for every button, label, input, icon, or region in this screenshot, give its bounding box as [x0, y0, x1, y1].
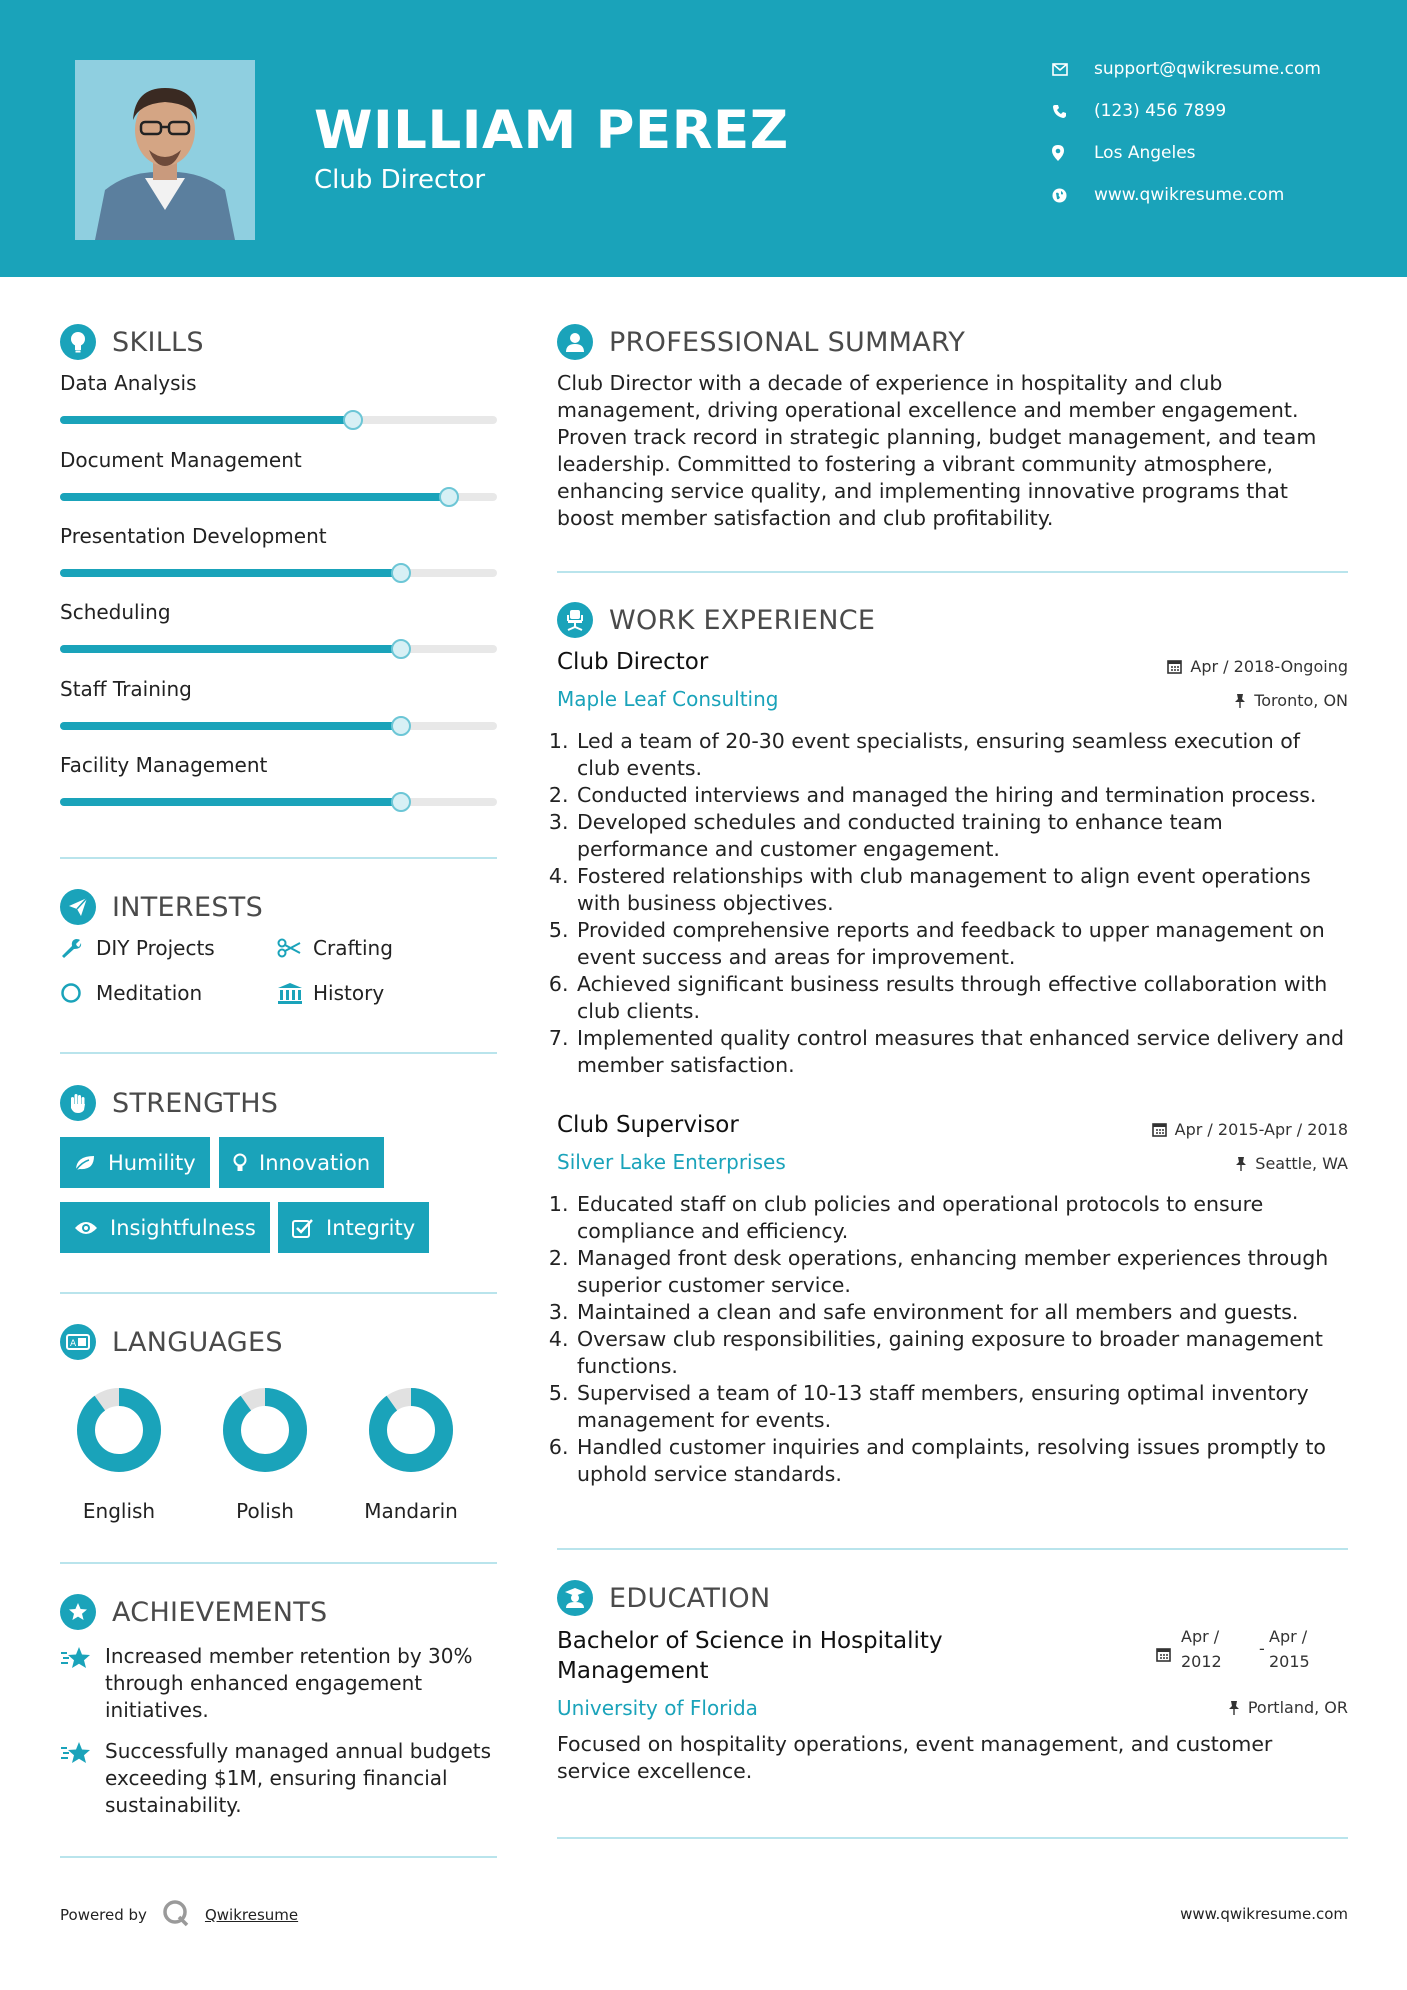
job-duties [557, 1191, 1347, 1488]
language-donut [366, 1385, 456, 1475]
contact-phone[interactable] [1052, 96, 1382, 126]
education-title: EDUCATION [609, 1582, 771, 1614]
wrench-icon [60, 937, 86, 959]
job-dates-text: Apr / 2015-Apr / 2018 [1174, 1120, 1348, 1139]
contact-email-text: support@qwikresume.com [1094, 59, 1321, 79]
strength-label: Innovation [259, 1150, 371, 1175]
office-chair-icon [557, 602, 593, 638]
skill-bar-fill [60, 645, 401, 653]
interest-label: DIY Projects [96, 936, 215, 960]
star-icon [60, 1643, 105, 1724]
language-donut-fill [86, 1397, 152, 1463]
strengths-title: STRENGTHS [112, 1087, 279, 1119]
leaf-icon [74, 1154, 96, 1172]
language-label: Polish [236, 1499, 294, 1523]
strength-badge [60, 1137, 210, 1188]
interest-label: History [313, 981, 385, 1005]
interest-item [277, 981, 384, 1005]
summary-heading [557, 324, 965, 360]
museum-icon [277, 982, 303, 1004]
check-square-icon [292, 1218, 314, 1238]
resume-header [0, 0, 1407, 277]
profile-photo [75, 60, 255, 240]
job-location [1235, 1154, 1348, 1173]
interests-title: INTERESTS [112, 891, 264, 923]
interests-heading [60, 889, 263, 925]
skill-bar-knob [391, 639, 411, 659]
skill-bar [60, 722, 497, 730]
calendar-icon [1167, 659, 1182, 674]
job-dates [1167, 657, 1348, 676]
education-degree: Bachelor of Science in Hospitality Management [557, 1628, 943, 1684]
contact-website-text: www.qwikresume.com [1094, 185, 1285, 205]
strength-badge [278, 1202, 429, 1253]
skill-bar [60, 569, 497, 577]
globe-icon [1052, 188, 1082, 203]
duty-item: 4. Oversaw club responsibilities, gaining exposure to broader management functions. [575, 1326, 1347, 1380]
strength-label: Insightfulness [110, 1215, 256, 1240]
strength-badge [219, 1137, 384, 1188]
interest-label: Meditation [96, 981, 203, 1005]
duty-item: 5. Supervised a team of 10-13 staff members, ensuring optimal inventory management for events. [575, 1380, 1347, 1434]
education-school: University of Florida [557, 1696, 758, 1720]
education-end-year: 2015 [1269, 1652, 1310, 1671]
education-start-date [1181, 1624, 1222, 1674]
contact-email[interactable] [1052, 54, 1382, 84]
duty-item: 2. Conducted interviews and managed the hiring and termination process. [575, 782, 1347, 809]
candidate-role: Club Director [314, 165, 486, 195]
skill-label: Presentation Development [60, 524, 327, 548]
section-divider [557, 571, 1348, 573]
envelope-icon [1052, 63, 1082, 76]
skill-bar-knob [391, 563, 411, 583]
skill-bar [60, 645, 497, 653]
achievement-text: Successfully managed annual budgets exceeding $1M, ensuring financial sustainability. [105, 1739, 492, 1817]
summary-title: PROFESSIONAL SUMMARY [609, 326, 966, 358]
footer-website[interactable]: www.qwikresume.com [1180, 1905, 1348, 1923]
skill-label: Data Analysis [60, 371, 197, 395]
language-donut-fill [232, 1397, 298, 1463]
language-donut [220, 1385, 310, 1475]
education-date-dash: - [1259, 1639, 1265, 1658]
skill-bar-fill [60, 416, 353, 424]
education-start-month: Apr / [1181, 1627, 1220, 1646]
job-title: Club Director [557, 649, 709, 675]
duty-item: 6. Achieved significant business results through effective collaboration with club clients. [575, 971, 1347, 1025]
strength-label: Humility [108, 1150, 196, 1175]
interest-label: Crafting [313, 936, 393, 960]
language-item [205, 1385, 325, 1523]
skill-bar [60, 493, 497, 501]
education-end-date [1269, 1624, 1310, 1674]
paper-plane-icon [60, 889, 96, 925]
scissors-icon [277, 938, 303, 958]
section-divider [60, 857, 497, 859]
candidate-name: WILLIAM PEREZ [314, 100, 789, 161]
interest-item [277, 936, 393, 960]
svg-text:A: A [70, 1339, 77, 1349]
language-donut [74, 1385, 164, 1475]
job-location-text: Seattle, WA [1255, 1154, 1348, 1173]
strength-label: Integrity [326, 1215, 416, 1240]
duty-item: 1. Led a team of 20-30 event specialists, ensuring seamless execution of club events. [575, 728, 1347, 782]
experience-title: WORK EXPERIENCE [609, 604, 876, 636]
achievement-text: Increased member retention by 30% through enhanced engagement initiatives. [105, 1644, 473, 1722]
skills-heading [60, 324, 204, 360]
duty-item: 4. Fostered relationships with club management to align event operations with business objectives. [575, 863, 1347, 917]
duty-item: 3. Developed schedules and conducted training to enhance team performance and customer engagement. [575, 809, 1347, 863]
education-location [1228, 1698, 1348, 1717]
duty-item: 7. Implemented quality control measures that enhanced service delivery and member satisfaction. [575, 1025, 1347, 1079]
language-donut-fill [378, 1397, 444, 1463]
education-heading [557, 1580, 770, 1616]
skill-bar-fill [60, 569, 401, 577]
achievements-title: ACHIEVEMENTS [112, 1596, 328, 1628]
phone-icon [1052, 104, 1082, 119]
section-divider [60, 1562, 497, 1564]
skill-label: Document Management [60, 448, 302, 472]
skill-label: Scheduling [60, 600, 171, 624]
languages-heading [60, 1324, 283, 1360]
education-end-month: Apr / [1269, 1627, 1308, 1646]
summary-text: Club Director with a decade of experience in hospitality and club management, driving operational excellence and member engagement. Proven track record in strategic planning, budget management, and team leadership. Committed to fostering a vibrant community atmosphere, enhancing service quality, and implementing innovative programs that boost member satisfaction and club profitability. [557, 371, 1317, 530]
skill-bar-knob [391, 792, 411, 812]
interest-item [60, 936, 215, 960]
star-badge-icon [60, 1594, 96, 1630]
job-title: Club Supervisor [557, 1112, 739, 1138]
star-icon [60, 1738, 105, 1819]
achievement-item [60, 1643, 500, 1724]
user-icon [557, 324, 593, 360]
qwikresume-logo-icon [161, 1898, 191, 1932]
education-start-year: 2012 [1181, 1652, 1222, 1671]
experience-heading [557, 602, 875, 638]
qwikresume-link[interactable]: Qwikresume [204, 1906, 299, 1924]
skill-bar-fill [60, 722, 401, 730]
job-location-text: Toronto, ON [1254, 691, 1348, 710]
map-pin-icon [1052, 145, 1082, 161]
duty-item: 1. Educated staff on club policies and operational protocols to ensure compliance and efficiency. [575, 1191, 1347, 1245]
skill-bar-knob [439, 487, 459, 507]
footer-powered-by [60, 1898, 298, 1932]
contact-phone-text: (123) 456 7899 [1094, 101, 1227, 121]
interest-item [60, 981, 202, 1005]
language-item [351, 1385, 471, 1523]
calendar-icon [1152, 1122, 1167, 1137]
job-duties [557, 728, 1347, 1079]
contact-location-text: Los Angeles [1094, 143, 1196, 163]
strengths-heading [60, 1085, 278, 1121]
job-location [1234, 691, 1348, 710]
skill-bar [60, 798, 497, 806]
duty-item: 2. Managed front desk operations, enhancing member experiences through superior customer service. [575, 1245, 1347, 1299]
languages-title: LANGUAGES [112, 1326, 283, 1358]
section-divider [557, 1548, 1348, 1550]
language-item [59, 1385, 179, 1523]
job-dates [1152, 1120, 1348, 1139]
powered-by-label: Powered by [60, 1906, 147, 1924]
eye-icon [74, 1220, 98, 1236]
duty-item: 3. Maintained a clean and safe environment for all members and guests. [575, 1299, 1347, 1326]
job-dates-text: Apr / 2018-Ongoing [1190, 657, 1348, 676]
calendar-icon [1156, 1644, 1171, 1669]
pushpin-icon [1234, 693, 1246, 708]
hand-icon [60, 1085, 96, 1121]
duty-item: 5. Provided comprehensive reports and feedback to upper management on event success and areas for improvement. [575, 917, 1347, 971]
skill-bar-knob [391, 716, 411, 736]
education-location-text: Portland, OR [1247, 1698, 1348, 1717]
skill-label: Facility Management [60, 753, 268, 777]
section-divider [60, 1856, 497, 1858]
job-company: Silver Lake Enterprises [557, 1150, 786, 1174]
contact-location [1052, 138, 1382, 168]
achievement-item [60, 1738, 500, 1819]
section-divider [60, 1292, 497, 1294]
skills-title: SKILLS [112, 326, 204, 358]
skill-bar-fill [60, 493, 449, 501]
duty-item: 6. Handled customer inquiries and complaints, resolving issues promptly to uphold service standards. [575, 1434, 1347, 1488]
contact-website[interactable] [1052, 180, 1382, 210]
skill-bar [60, 416, 497, 424]
skill-label: Staff Training [60, 677, 192, 701]
achievements-heading [60, 1594, 328, 1630]
lightbulb-icon [233, 1153, 247, 1173]
section-divider [60, 1052, 497, 1054]
lightbulb-icon [60, 324, 96, 360]
circle-icon [60, 982, 86, 1004]
skill-bar-fill [60, 798, 401, 806]
skill-bar-knob [343, 410, 363, 430]
language-icon [60, 1324, 96, 1360]
job-company: Maple Leaf Consulting [557, 687, 779, 711]
section-divider [557, 1837, 1348, 1839]
language-label: English [82, 1499, 156, 1523]
pushpin-icon [1235, 1156, 1247, 1171]
language-label: Mandarin [364, 1499, 458, 1523]
pushpin-icon [1228, 1700, 1240, 1715]
education-description: Focused on hospitality operations, event management, and customer service excellence. [557, 1732, 1273, 1783]
strength-badge [60, 1202, 270, 1253]
graduate-icon [557, 1580, 593, 1616]
